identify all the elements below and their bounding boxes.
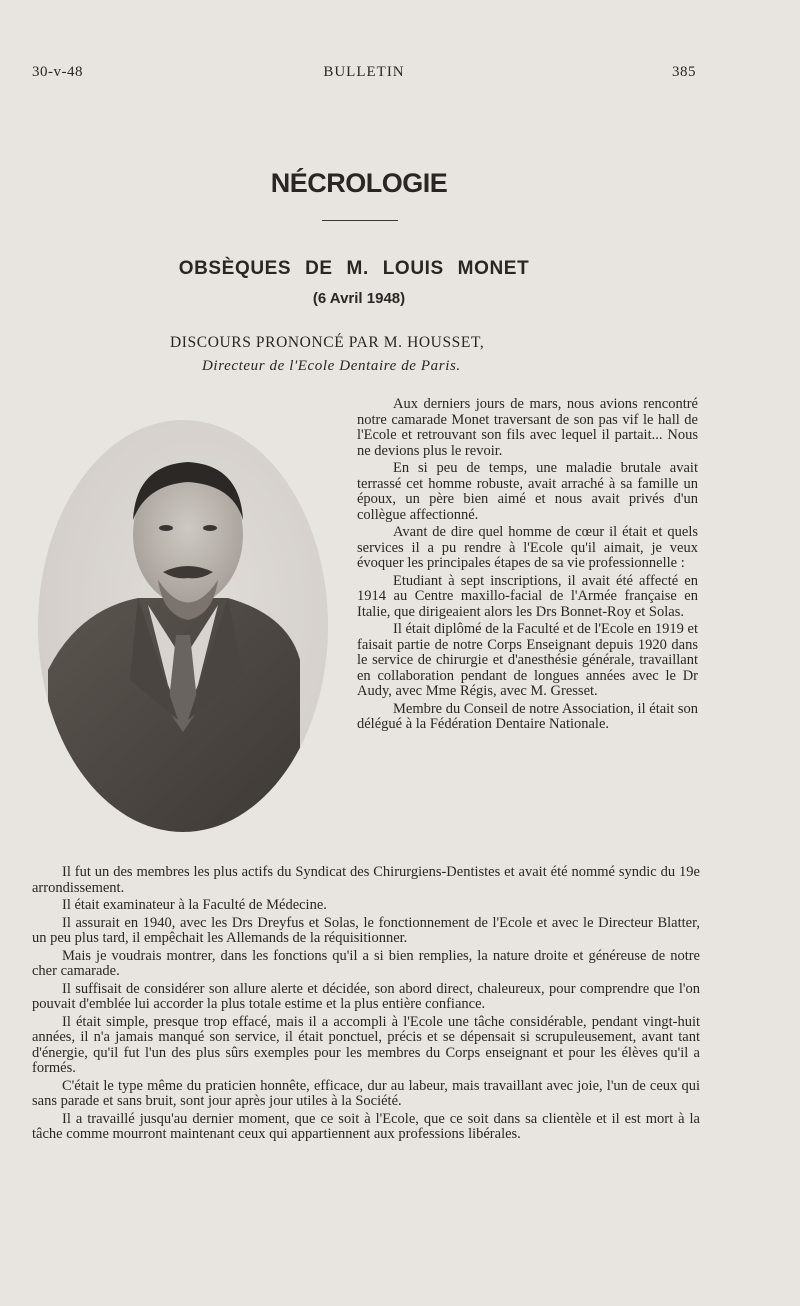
paragraph: Mais je voudrais montrer, dans les fonctions qu'il a si bien remplies, la nature droite et généreuse de notre cher camarade. xyxy=(32,947,700,979)
paragraph: Il suffisait de considérer son allure alerte et décidée, son abord direct, chaleureux, pour comprendre que l'on pouvait d'emblée lui accorder la plus totale estime et la plus entière confiance. xyxy=(32,980,700,1012)
paragraph: Etudiant à sept inscriptions, il avait été affecté en 1914 au Centre maxillo-facial de l'Armée française en Italie, que dirigeaient alors les Drs Bonnet-Roy et Solas. xyxy=(357,572,698,620)
article-date-text: (6 Avril 1948) xyxy=(312,290,406,307)
paragraph: En si peu de temps, une maladie brutale avait terrassé cet homme robuste, avait arraché à sa famille un époux, un père bien aimé et nous avait privés d'un collègue affectionné. xyxy=(357,460,698,523)
paragraph: Il était diplômé de la Faculté et de l'Ecole en 1919 et faisait partie de notre Corps Enseignant depuis 1920 dans le service de chirurgie et d'anesthésie générale, travaillant en collaboration pendant de longues années avec le Dr Audy, avec Mme Régis, avec M. Gresset. xyxy=(357,621,698,699)
running-header xyxy=(32,64,696,84)
paragraph: Aux derniers jours de mars, nous avions rencontré notre camarade Monet traversant de son pas vif le hall de l'Ecole et retrouvant son fils avec lequel il partait... Nous ne devions plus le revoir. xyxy=(357,396,698,459)
header-page-number: 385 xyxy=(672,64,696,80)
speech-heading: DISCOURS PRONONCÉ PAR M. HOUSSET, xyxy=(170,334,485,351)
portrait-photo xyxy=(38,420,328,832)
title-divider xyxy=(322,220,398,221)
paragraph: Il fut un des membres les plus actifs du Syndicat des Chirurgiens-Dentistes et avait été nommé syndic du 19e arrondissement. xyxy=(32,864,700,896)
paragraph: Il était examinateur à la Faculté de Médecine. xyxy=(62,897,327,913)
right-column-text xyxy=(357,397,698,735)
paragraph: C'était le type même du praticien honnête, efficace, dur au labeur, mais travaillant avec joie, l'un de ceux qui sans parade et sans bruit, sont jour après jour utiles à la Société. xyxy=(32,1077,700,1109)
speaker-role: Directeur de l'Ecole Dentaire de Paris. xyxy=(202,358,461,374)
header-journal-name: BULLETIN xyxy=(323,64,405,80)
section-title: NÉCROLOGIE xyxy=(270,168,448,198)
full-width-text xyxy=(32,865,700,1145)
paragraph: Avant de dire quel homme de cœur il était et quels services il a pu rendre à l'Ecole qu'il aimait, je veux évoquer les principales étapes de sa vie professionnelle : xyxy=(357,524,698,571)
paragraph: Il était simple, presque trop effacé, mais il a accompli à l'Ecole une tâche considérable, pendant vingt-huit années, il n'a jamais manqué son service, il était ponctuel, précis et se dépensait si scrupuleusement, avant tant d'énergie, qu'il fut l'un des plus sûrs exemples pour les membres du Corps enseignant et pour les élèves qu'il a formés. xyxy=(32,1013,700,1076)
article-title: OBSÈQUES DE M. LOUIS MONET xyxy=(178,258,530,279)
paragraph: Il assurait en 1940, avec les Drs Dreyfus et Solas, le fonctionnement de l'Ecole et avec le Directeur Blatter, un peu plus tard, il empêchait les Allemands de la réquisitionner. xyxy=(32,914,700,946)
header-date: 30-v-48 xyxy=(32,64,83,80)
article-date xyxy=(0,290,718,308)
paragraph: Membre du Conseil de notre Association, il était son délégué à la Fédération Dentaire Nationale. xyxy=(357,700,698,732)
paragraph: Il a travaillé jusqu'au dernier moment, que ce soit à l'Ecole, que ce soit dans sa clientèle et il est mort à la tâche comme mourront maintenant ceux qui appartiennent aux professions libérales. xyxy=(32,1110,700,1142)
